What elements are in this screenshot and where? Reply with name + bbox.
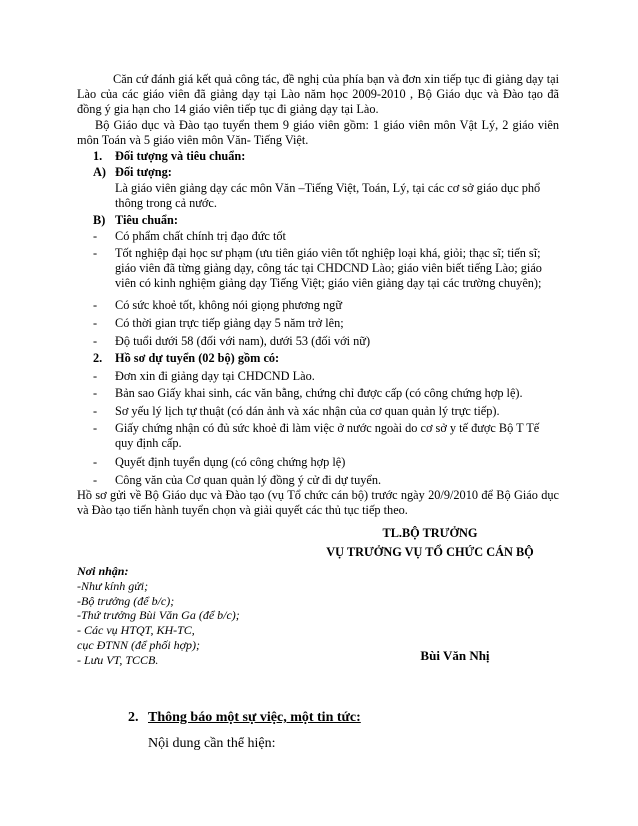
recipient-line: -Như kính gửi;	[77, 578, 149, 593]
intro-paragraph-1: Căn cứ đánh giá kết quả công tác, đề nghị của phía bạn và đơn xin tiếp tục đi giảng dạy tại Lào của các giáo viên đã giảng dạy tại Lào năm học 2009-2010 , Bộ Giáo dục và Đào tạo đã đồng ý gia hạn cho 14 giáo viên tiếp tục đi giảng dạy tại Lào.	[77, 72, 559, 117]
criteria-item: - Có sức khoẻ tốt, không nói giọng phương ngữ	[93, 298, 342, 312]
recipient-line: cục ĐTNN (để phối hợp);	[77, 637, 201, 652]
dossier-item: - Giấy chứng nhận có đủ sức khoẻ đi làm việc ở nước ngoài do cơ sở y tế được Bộ T Tế quy định cấp.	[93, 421, 540, 451]
signature-department: VỤ TRƯỞNG VỤ TỔ CHỨC CÁN BỘ	[326, 545, 534, 559]
dash-mark: -	[93, 316, 98, 330]
signature-title: TL.BỘ TRƯỞNG	[382, 526, 478, 540]
recipient-line: -Thứ trưởng Bùi Văn Ga (để b/c);	[77, 608, 240, 623]
subsection-a-heading	[93, 165, 172, 180]
content-label: Nội dung cần thể hiện:	[148, 736, 276, 751]
dash-mark: -	[93, 298, 98, 312]
recipient-line: - Các vụ HTQT, KH-TC,	[77, 623, 195, 638]
next-section-title: Thông báo một sự việc, một tin tức:	[148, 710, 361, 725]
signer-name: Bùi Văn Nhị	[420, 648, 490, 663]
criteria-item: - Có thời gian trực tiếp giảng dạy 5 năm trở lên;	[93, 316, 344, 330]
section1-number: 1.	[93, 149, 103, 163]
subsection-b-title: Tiêu chuẩn:	[115, 213, 178, 227]
section2-number: 2.	[93, 351, 103, 365]
subsection-a-text: Là giáo viên giảng dạy các môn Văn –Tiếng Việt, Toán, Lý, tại các cơ sở giáo dục phổ thông trong cả nước.	[115, 181, 541, 211]
section1-heading	[93, 149, 245, 164]
subsection-a-title: Đối tượng:	[115, 165, 172, 179]
subsection-b-heading	[93, 213, 178, 228]
dash-mark: -	[93, 229, 98, 243]
recipients-title: Nơi nhận:	[77, 564, 129, 578]
section2-heading	[93, 351, 279, 366]
dossier-item: - Công văn của Cơ quan quản lý đồng ý cử đi dự tuyển.	[93, 473, 382, 487]
subsection-a-number: A)	[93, 165, 106, 179]
dash-mark: -	[93, 246, 98, 260]
recipient-line: -Bộ trưởng (để b/c);	[77, 593, 175, 608]
next-section-number: 2.	[128, 710, 139, 725]
recipient-line: - Lưu VT, TCCB.	[77, 652, 159, 667]
recipients-block	[77, 564, 240, 668]
next-section-heading	[128, 710, 361, 725]
dossier-item: - Quyết định tuyển dụng (có công chứng hợp lệ)	[93, 455, 346, 469]
subsection-b-number: B)	[93, 213, 106, 227]
dash-mark: -	[93, 404, 98, 418]
closing-paragraph: Hồ sơ gửi về Bộ Giáo dục và Đào tạo (vụ Tổ chức cán bộ) trước ngày 20/9/2010 để Bộ Giáo dục và Đào tạo tiến hành tuyển chọn và giải quyết các thủ tục tiếp theo.	[77, 488, 559, 518]
dossier-item: - Đơn xin đi giảng dạy tại CHDCND Lào.	[93, 369, 315, 383]
dossier-item: - Bản sao Giấy khai sinh, các văn bằng, chứng chỉ được cấp (có công chứng hợp lệ).	[93, 386, 523, 400]
dash-mark: -	[93, 421, 98, 435]
dash-mark: -	[93, 369, 98, 383]
criteria-item: - Có phẩm chất chính trị đạo đức tốt	[93, 229, 286, 243]
dash-mark: -	[93, 386, 98, 400]
section2-title: Hồ sơ dự tuyển (02 bộ) gồm có:	[115, 351, 280, 365]
dash-mark: -	[93, 473, 98, 487]
criteria-item: - Tốt nghiệp đại học sư phạm (ưu tiên giáo viên tốt nghiệp loại khá, giỏi; thạc sĩ; tiến sĩ; giáo viên đã từng giảng dạy, công tác tại CHDCND Lào; giáo viên biết tiếng Lào; giáo viên có kinh nghiệm giảng dạy Tiếng Việt; giáo viên giảng dạy tại các trường chuyên);	[93, 246, 542, 291]
intro-paragraph-2: Bộ Giáo dục và Đào tạo tuyển them 9 giáo viên gồm: 1 giáo viên môn Vật Lý, 2 giáo viên môn Toán và 5 giáo viên môn Văn- Tiếng Việt.	[77, 118, 559, 148]
dossier-item: - Sơ yếu lý lịch tự thuật (có dán ảnh và xác nhận của cơ quan quản lý trực tiếp).	[93, 404, 500, 418]
dash-mark: -	[93, 334, 98, 348]
criteria-item: - Độ tuổi dưới 58 (đối với nam), dưới 53 (đối với nữ)	[93, 334, 371, 348]
dash-mark: -	[93, 455, 98, 469]
section1-title: Đối tượng và tiêu chuẩn:	[115, 149, 246, 163]
